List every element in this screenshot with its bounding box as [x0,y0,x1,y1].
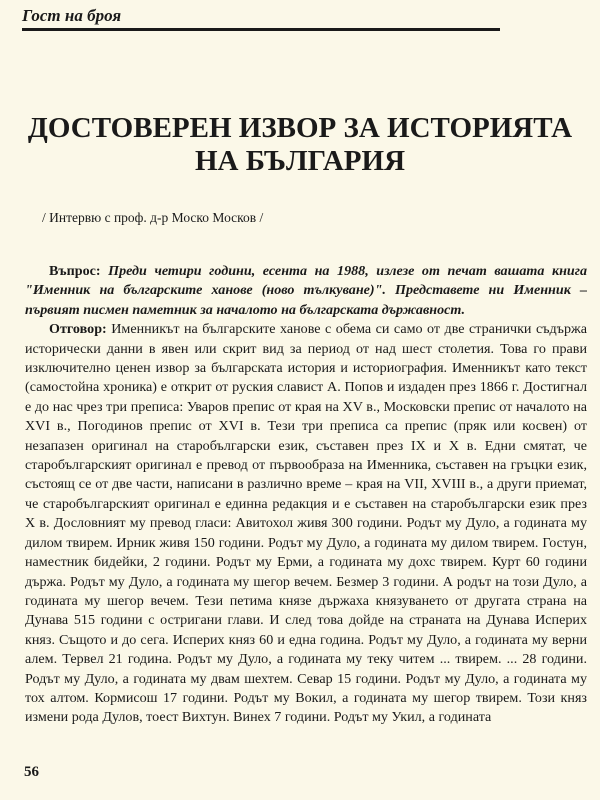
page-number: 56 [24,764,39,780]
question-text: Преди четири години, есента на 1988, излезе от печат вашата книга "Именник на българските ханове (ново тълкуване)". Представете ни Именник – първият писмен паметник за началото на българската държавност. [25,263,587,318]
answer-label: Отговор: [49,321,107,338]
article-title [0,112,600,178]
answer-text: Именникът на българските ханове с обема си само от две странички съдържа исторически данни в явен или скрит вид за период от над шест столетия. Това го прави изключително ценен извор за българската история и историография. Именникът като текст (самостойна хроника) е открит от руския славист А. Попов и издаден през 1866 г. Достигнал е до нас чрез три преписа: Уваров препис от края на XV в., Московски препис от началото на XVI в., Погодинов препис от XVI в. Тези три преписа са препис (пряк или косвен) от незапазен оригинал на старобългарски език, съставен през IX и X в. Едни смятат, че старобългарският оригинал е превод от първообраза на Именника, съставен на гръцки език, състоящ се от две части, написани в различно време – края на VII, XVIII в., а други приемат, че старобългарският оригинал е единна редакция и е съставен на старобългарски език през X в. Дословният му превод гласи: Авитохол живя 300 години. Родът му Дуло, а годината му дилом твирем. Ирник живя 150 години. Родът му Дуло, а годината му дилом твирем. Гостун, наместник бидейки, 2 години. Родът му Ерми, а годината му дохс твирем. Курт 60 години държа. Родът му Дуло, а годината му шегор вечем. Безмер 3 години. А родът на този Дуло, а годината му шегор вечем. Тези петима князе държаха князуването от другата страна на Дунава 515 години с остригани глави. И след това дойде на страната на Дунава Исперих княз. Същото и до сега. Исперих княз 60 и една година. Родът му Дуло, а годината му верни алем. Тервел 21 година. Родът му Дуло, а годината му теку читем ... твирем. ... 28 години. Родът му Дуло, а годината му двам шехтем. Севар 15 години. Родът му Дуло, а годината му тох алтом. Кормисош 17 години. Родът му Вокил, а годината му шегор твирем. Този княз измени рода Дулов, тоест Вихтун. Винех 7 години. Родът му Укил, а годината [25,321,587,726]
title-line-1: ДОСТОВЕРЕН ИЗВОР ЗА ИСТОРИЯТА [27,112,573,144]
article-body [25,262,587,728]
answer-paragraph [25,320,587,728]
section-label: Гост на броя [22,6,122,25]
section-header [22,6,500,31]
title-line-2: НА БЪЛГАРИЯ [194,145,406,177]
question-label: Въпрос: [49,263,101,279]
article-subtitle: / Интервю с проф. д-р Моско Москов / [42,210,264,225]
question-paragraph [25,262,587,320]
